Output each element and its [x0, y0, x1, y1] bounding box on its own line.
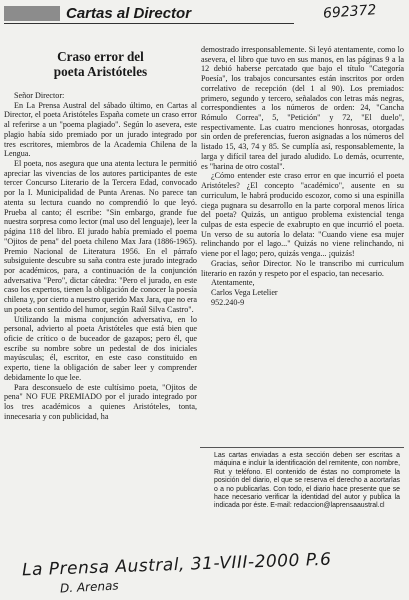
right-column	[201, 45, 404, 307]
paragraph: El poeta, nos asegura que una atenta lectura le permitió apreciar las vivencias de los autores participantes de este tercer Concurso Literario de la Tercera Edad, convocado por la I. Municipalidad de Punta Arenas. No parece tan atenta su lectura cuando no comprendió lo que leyó. Prueba al canto; él escribe: "Sin embargo, grande fue nuestra sorpresa como lector (mal uso del lenguaje), leer la página 118 del libro. El jurado había premiado el poema "Ojitos de pena" del poeta chileno Max Jara (1886-1965). Premio Nacional de Literatura 1956. En el párrafo subsiguiente descubre su saña contra este jurado integrado por académicos, para, a continuación de la conjunción adversativa "Pero", dictar cátedra: "Pero el jurado, en este caso los expertos, tienen la obligación de conocer la poesía chilena y, por cierto a nuestro querido Max Jara, que no era un poeta con sentido del humor, según Raúl Silva Castro".	[4, 159, 197, 314]
section-title: Cartas al Director	[66, 5, 192, 22]
left-column	[4, 27, 197, 421]
note-separator	[200, 447, 404, 448]
sign-off: Atentamente,	[211, 278, 255, 288]
paragraph: Gracias, señor Director. No le transcribo mi curriculum literario en razón y respeto por el espacio, tan necesario.	[201, 258, 404, 278]
salutation: Señor Director:	[14, 91, 65, 100]
author-id: 952.240-9	[211, 297, 245, 307]
header-rule	[4, 23, 294, 24]
article-title	[4, 49, 197, 79]
article-title-text: Craso error del poeta Aristóteles	[53, 49, 148, 79]
paragraph: Para desconsuelo de este cultísimo poeta, "Ojitos de pena" NO FUE PREMIADO por el jurado integrado por los tres académicos a quienes Aristóteles, tonta, innecesaria y con publicidad, ha	[4, 382, 197, 421]
editorial-note: Las cartas enviadas a esta sección deben ser escritas a máquina e incluir la identificación del remitente, con nombre, Rut y teléfono. El contenido de éstas no compromete la posición del diario, el que se reserva el derecho a acortarlas o a no publicarlas. Con todo, el diario hace presente que se hace necesario verificar la identidad del autor y publica la indicada por éste. E-mail: redaccion@laprensaaustral.cl	[214, 452, 400, 510]
paragraph: Utilizando la misma conjunción adversativa, en lo personal, advierto al poeta Aristóteles que está bien que oficie de crítico o de buceador de gazapos; pero él, que escribe su nombre sobre un pedestal de dos iniciales mayúsculas; él, escritor, en este caso constituido en experto, tiene la obligación de saber leer y comprender debidamente lo que lee.	[4, 314, 197, 382]
handwritten-initials: D. Arenas	[59, 578, 119, 596]
paragraph: demostrado irresponsablemente. Si leyó atentamente, como lo asevera, el libro que tuvo en sus manos, en las páginas 9 a la 12 debió haberse percatado que bajo el título "Categoría Poesía", los trabajos concursantes están inscritos por orden correlativo de recepción (del 1 al 90). Los premiados: primero, segundo y tercero, señalados con letras más negras, correspondientes a los números de orden: 24, "Cancha Rómulo Correa", 5, "Petición" y 72, "El duelo", respectivamente. Las cuatro menciones honrosas, otorgadas sin orden de preferencias, fueron asignadas a los números del listado 15, 43, 74 y 85. Se cumplía así, responsablemente, la larga y difícil tarea del jurado aludido. Lo demás, ocurrente, es "harina de otro costal".	[201, 45, 404, 171]
header-shade-block	[4, 6, 60, 21]
author-name: Carlos Vega Letelier	[211, 287, 278, 297]
paragraph: En La Prensa Austral del sábado último, en Cartas al Director, el poeta Aristóteles España comete un craso error al referirse a un "poema plagiado". Según lo asevera, este plagio había sido premiado por un jurado integrado por tres escritores, miembros de la Academia Chilena de la Lengua.	[4, 100, 197, 159]
handwritten-source: La Prensa Austral, 31-VIII-2000 P.6	[21, 549, 332, 581]
handwritten-id: 692372	[322, 2, 377, 22]
paragraph: ¿Cómo entender este craso error en que incurrió el poeta Aristóteles? ¿El concepto "académico", ausente en su curriculum, le habrá producido escozor, como si una espinilla ciega pugnara su desarrollo en la parte corporal menos lírica del poeta? Quizás, un antiguo problema existencial tenga culpas de esta especie de exabrupto en que incurrió el poeta. Un verso de su autoría lo delata: "Cuando viene esa mujer relinchando por el lago..." Quizás no viene relinchando, ni viene por el lago; pero, quizás venga... ¡quizás!	[201, 171, 404, 259]
